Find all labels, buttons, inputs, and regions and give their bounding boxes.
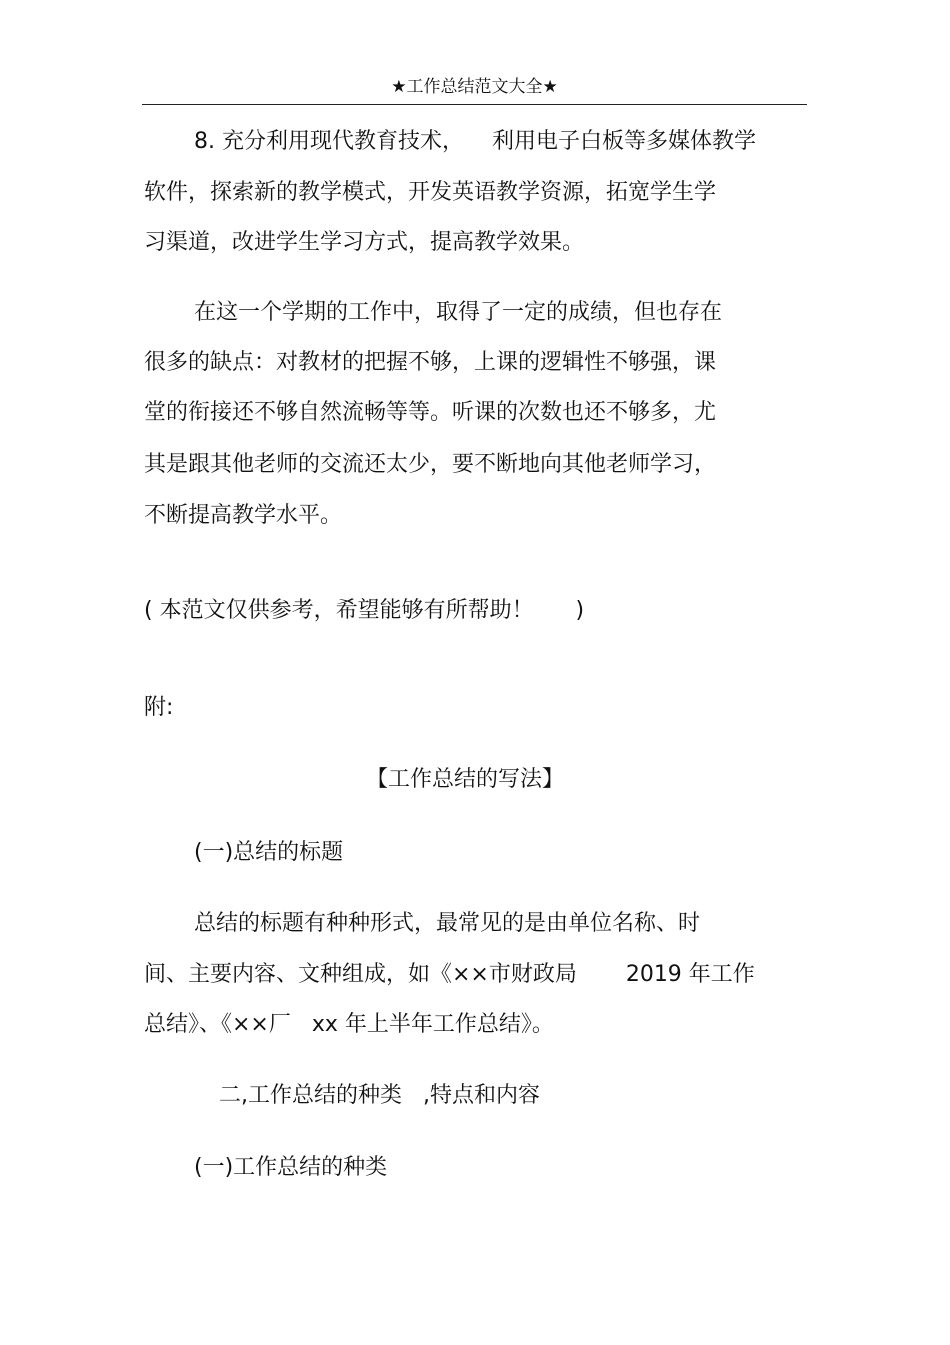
section-heading: 二,工作总结的种类 ,特点和内容 <box>219 1083 540 1108</box>
paragraph-line: 习渠道，改进学生学习方式，提高教学效果。 <box>144 230 585 255</box>
disclaimer-note: ( 本范文仅供参考，希望能够有所帮助！ ) <box>144 598 585 623</box>
subsection-heading: (一)工作总结的种类 <box>194 1155 388 1180</box>
paragraph-line: 总结的标题有种种形式，最常见的是由单位名称、时 <box>194 911 701 936</box>
subsection-heading: (一)总结的标题 <box>194 840 344 865</box>
header-title: ★工作总结范文大全★ <box>391 77 558 97</box>
paragraph-line: 8. 充分利用现代教育技术， 利用电子白板等多媒体教学 <box>194 129 756 154</box>
appendix-label: 附: <box>144 695 174 720</box>
paragraph-line: 软件，探索新的教学模式，开发英语教学资源，拓宽学生学 <box>144 180 717 205</box>
paragraph-line: 很多的缺点：对教材的把握不够，上课的逻辑性不够强，课 <box>144 350 717 375</box>
paragraph-line: 间、主要内容、文种组成，如《××市财政局 2019 年工作 <box>144 962 755 987</box>
section-title: 【工作总结的写法】 <box>366 767 565 792</box>
header-divider <box>142 104 807 105</box>
paragraph-line: 总结》、《××厂 xx 年上半年工作总结》。 <box>144 1012 554 1037</box>
paragraph-line: 堂的衔接还不够自然流畅等等。听课的次数也还不够多，尤 <box>144 400 717 425</box>
paragraph-line: 不断提高教学水平。 <box>144 503 343 528</box>
paragraph-line: 其是跟其他老师的交流还太少，要不断地向其他老师学习， <box>144 452 717 477</box>
paragraph-line: 在这一个学期的工作中，取得了一定的成绩，但也存在 <box>194 300 723 325</box>
